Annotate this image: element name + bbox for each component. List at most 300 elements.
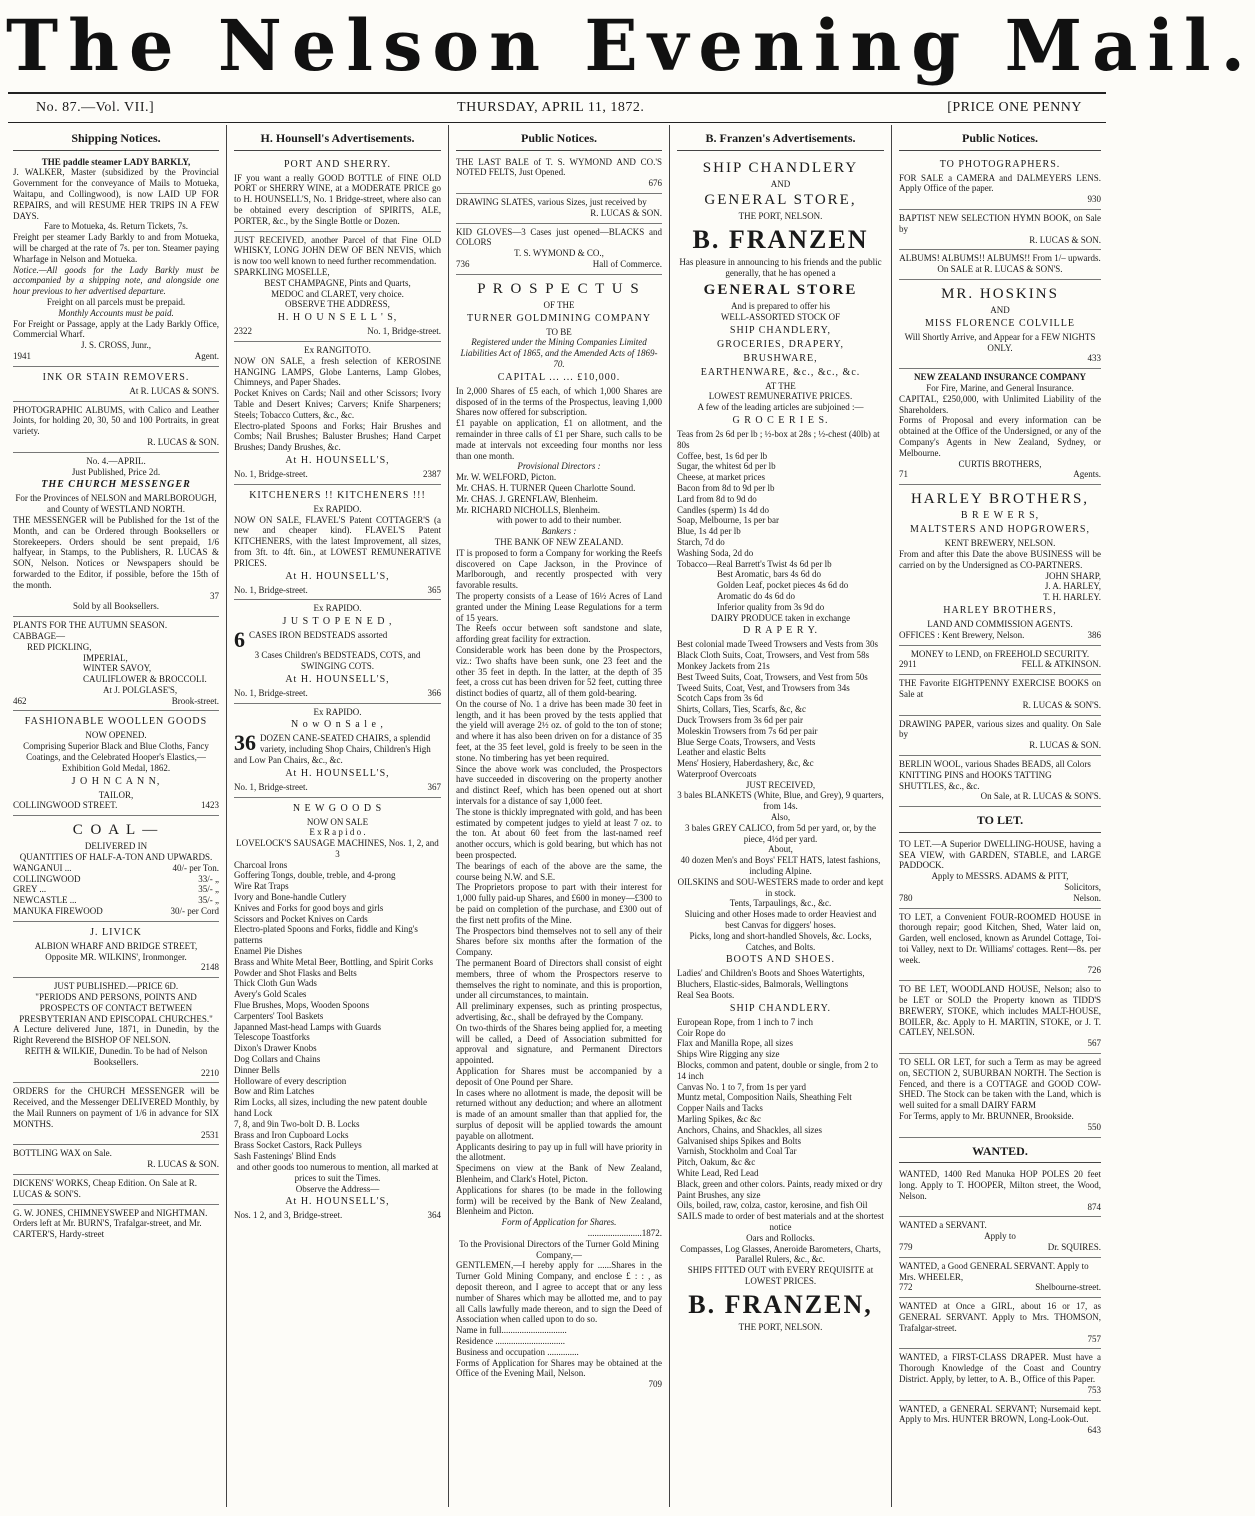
- ad-body: Comprising Superior Black and Blue Cloths, Fancy Coatings, and the Celebrated Hooper's Elastics,—Exhibition Gold Medal, 1862.: [23, 741, 209, 773]
- ad-text: Picks, long and short-handled Shovels, &c. Locks, Catches, and Bolts.: [689, 930, 872, 952]
- ad-text: No. 1, Bridge-street.: [367, 326, 441, 337]
- list-item: Dog Collars and Chains: [234, 1054, 321, 1065]
- list-item: Coir Rope do: [677, 1027, 726, 1038]
- ad-signature: R. LUCAS & SON.: [147, 1159, 219, 1170]
- advertisement: [234, 232, 441, 342]
- ad-text: At R. LUCAS & SON'S.: [129, 385, 219, 396]
- list-item: Flax and Manilla Rope, all sizes: [677, 1038, 793, 1049]
- ad-body: DICKENS' WORKS, Cheap Edition. On Sale at R. LUCAS & SON'S.: [13, 1177, 197, 1199]
- ad-text: AND: [990, 305, 1010, 315]
- column-header: B. Franzen's Advertisements.: [677, 125, 884, 151]
- ad-body: GENTLEMEN,—I hereby apply for ......Shares in the Turner Gold Mining Company, and enclose £ : : , as deposit thereon, and I agree to accept that or any less number of Shares which may be allotted me, and to pay all Calls lawfully made thereon, and to sign the Deed of Association when called upon to do so.: [456, 1260, 662, 1325]
- paragraph: The Prospectors bind themselves not to sell any of their Shares before six months after the formation of the Company.: [456, 925, 662, 958]
- list-item: Telescope Toastforks: [234, 1032, 310, 1043]
- list-item: Moleskin Trowsers from 7s 6d per pair: [677, 725, 818, 736]
- advertisement: [456, 224, 662, 275]
- ad-text: Real Sea Boots.: [677, 990, 735, 1001]
- list-item: Bow and Rim Latches: [234, 1086, 315, 1097]
- ad-text: CAPITAL ... ... £10,000.: [497, 371, 621, 383]
- ad-body: PHOTOGRAPHIC ALBUMS, with Calico and Leather Joints, for holding 20, 30, 50 and 100 Portraits, in great variety.: [13, 404, 219, 437]
- list-item: Scissors and Pocket Knives on Cards: [234, 913, 368, 924]
- ad-title: G R O C E R I E S.: [732, 414, 829, 426]
- ad-title: Form of Application for Shares.: [501, 1217, 617, 1228]
- price-row: [13, 895, 219, 906]
- ad-number: 71: [899, 469, 908, 480]
- ad-line: At J. POLGLASE'S,: [103, 684, 178, 695]
- ad-body: WANTED at Once a GIRL, about 16 or 17, as GENERAL SERVANT. Apply to Mrs. THOMSON, Trafalgar-street.: [899, 1301, 1101, 1333]
- ad-body: Will Shortly Arrive, and Appear for a FEW NIGHTS ONLY.: [904, 331, 1096, 353]
- list-item: Blue, 1s 4d per lb: [677, 526, 741, 537]
- column-public-notices-2: [892, 125, 1108, 1507]
- list-item: Brass and Iron Cupboard Locks: [234, 1129, 349, 1140]
- advertisement: [899, 981, 1101, 1054]
- list-item: Marling Spikes, &c &c: [677, 1114, 761, 1124]
- advertisement: [899, 1054, 1101, 1138]
- list-item: Powder and Shot Flasks and Belts: [234, 967, 357, 978]
- column-header: Public Notices.: [456, 125, 662, 151]
- ad-line: RED PICKLING,: [27, 641, 92, 652]
- ad-text: Notice.—All goods for the Lady Barkly must be accompanied by a shipping note, and alongside one hour previous to her advertised departure.: [13, 264, 219, 297]
- list-item: Soap, Melbourne, 1s per bar: [677, 515, 779, 526]
- list-item: White Lead, Red Lead: [677, 1167, 759, 1178]
- section-header-to-let: TO LET.: [899, 807, 1101, 833]
- list-item: Anchors, Chains, and Shackles, all sizes: [677, 1124, 822, 1135]
- price-row: [13, 863, 219, 874]
- list-item: Black Cloth Suits, Coat, Trowsers, and Vest from 58s: [677, 650, 870, 661]
- list-item: Mens' Hosiery, Haberdashery, &c, &c: [677, 758, 814, 769]
- ad-text: Sluicing and other Hoses made to order Heaviest and best Canvas for diggers' hoses.: [684, 909, 877, 931]
- price-item: WANGANUI ...: [13, 862, 72, 873]
- ad-signature: FELL & ATKINSON.: [1021, 659, 1101, 670]
- advertisement: [13, 367, 219, 402]
- ad-text: OF THE: [543, 299, 575, 310]
- advertisement: [899, 756, 1101, 807]
- list-item: Flue Brushes, Mops, Wooden Spoons: [234, 1000, 370, 1011]
- list-item: Dinner Bells: [234, 1064, 280, 1075]
- list-item: Knives and Forks for good boys and girls: [234, 902, 384, 913]
- ad-title: B. FRANZEN: [692, 225, 869, 255]
- ad-text: For Fire, Marine, and General Insurance.: [926, 382, 1074, 393]
- ad-signature: On Sale, at R. LUCAS & SON'S.: [980, 791, 1101, 802]
- list-item: Bacon from 8d to 9d per lb: [677, 482, 775, 493]
- ad-number: 779: [899, 1242, 913, 1253]
- ad-body: NOW ON SALE, a fresh selection of KEROSINE HANGING LAMPS, Globe Lanterns, Lamp Globes, Chimneys, and Paper Shades.: [234, 355, 441, 388]
- advertisement: [13, 1145, 219, 1175]
- ad-text: DELIVERED IN: [84, 841, 148, 852]
- advertisement: [899, 716, 1101, 756]
- ad-body: WANTED a SERVANT.: [899, 1220, 987, 1231]
- ad-body: £1 payable on application, £1 on allotment, and the remainder in three calls of £1 per Share, such calls to be made at intervals not exceeding four months nor less than one month.: [456, 418, 662, 461]
- advertisement: [234, 704, 441, 798]
- advertisement: [234, 485, 441, 601]
- column-franzen-advertisements: [670, 125, 892, 1507]
- ad-number: 643: [1087, 1425, 1101, 1436]
- ad-text: SHIP CHANDLERY,: [729, 324, 832, 336]
- ad-body: TO LET, a Convenient FOUR-ROOMED HOUSE in thorough repair; good Kitchen, Shed, Water laid on, Garden, well enclosed, known as Arundel Cottage, Toi-toi Valley, next to Dr. Williams' cottages. Rent—8s. per week.: [899, 911, 1101, 965]
- ad-text: Sold by all Booksellers.: [73, 601, 159, 612]
- ad-title: BOOTS AND SHOES.: [725, 954, 836, 966]
- ad-number: 364: [427, 1210, 441, 1221]
- ad-text: No. 1, Bridge-street.: [234, 468, 308, 479]
- ad-text: KENT BREWERY, NELSON.: [944, 538, 1056, 549]
- list-item: Japanned Mast-head Lamps with Guards: [234, 1021, 381, 1032]
- list-item: Rim Locks, all sizes, including the new patent double hand Lock: [234, 1097, 427, 1119]
- ad-body: TO LET.—A Superior DWELLING-HOUSE, having a SEA VIEW, with GARDEN, STABLE, and LARGE PADDOCK.: [899, 838, 1101, 871]
- ad-text: Agent.: [194, 350, 219, 361]
- advertisement: [899, 369, 1101, 485]
- ad-text: BRUSHWARE,: [743, 352, 818, 364]
- paragraph: The permanent Board of Directors shall consist of eight members, three of whom the Prospectors reserve to themselves the right to nominate, and this is proportion, under all circumstances, to maintain.: [456, 958, 662, 1001]
- ad-title: H. H O U N S E L L ' S,: [277, 312, 398, 324]
- paragraph: The bearings of each of the above are the same, the course being N.W. and S.E.: [456, 860, 662, 882]
- dateline: [6, 94, 1108, 122]
- ad-text: Nos. 1 2, and 3, Bridge-street.: [234, 1210, 343, 1221]
- ad-title: J U S T O P E N E D ,: [282, 616, 393, 628]
- ad-text: 3 bales GREY CALICO, from 5d per yard, or, by the piece, 4½d per yard.: [684, 822, 877, 844]
- ad-body: WANTED, a Good GENERAL SERVANT. Apply to Mrs. WHEELER,: [899, 1260, 1089, 1282]
- ad-text: Tents, Tarpaulings, &c., &c.: [729, 898, 832, 909]
- ad-text: TO BE: [546, 326, 572, 337]
- advertisement: [456, 275, 662, 1394]
- ad-title: TURNER GOLDMINING COMPANY: [466, 312, 652, 324]
- list-item: Best colonial made Tweed Trowsers and Vests from 30s: [677, 639, 879, 650]
- ad-text: Ladies' and Children's Boots and Shoes Watertights, Bluchers, Elastic-sides, Balmorals, Wellingtons: [677, 968, 865, 990]
- ad-title: At H. HOUNSELL'S,: [285, 767, 390, 779]
- ad-line: CAULIFLOWER & BROCCOLI.: [83, 674, 207, 685]
- ad-text: MALTSTERS AND HOPGROWERS,: [910, 524, 1090, 536]
- ad-count: 36: [234, 730, 256, 756]
- ad-number: 2387: [423, 468, 441, 479]
- ad-title: GENERAL STORE: [703, 282, 858, 298]
- ad-body: JUST RECEIVED, another Parcel of that Fine OLD WHISKY, LONG JOHN DEW OF BEN NEVIS, which is now too well known to need further recommendation.: [234, 234, 441, 267]
- ad-text: with power to add to their number.: [496, 515, 622, 526]
- ad-signature: R. LUCAS & SON.: [147, 436, 219, 447]
- ad-title: "PERIODS AND PERSONS, POINTS AND PROSPECTS OF CONTACT BETWEEN PRESBYTERIAN AND EPISCOPAL CHURCHES.": [19, 992, 213, 1024]
- list-item: Muntz metal, Composition Nails, Sheathing Felt: [677, 1092, 852, 1103]
- advertisement: [899, 250, 1101, 280]
- list-item: Dixon's Drawer Knobs: [234, 1043, 317, 1054]
- paragraph: Specimens on view at the Bank of New Zealand, Blenheim, and Clark's Hotel, Picton.: [456, 1163, 662, 1184]
- list-item: Enamel Pie Dishes: [234, 946, 302, 957]
- ad-body: DOZEN CANE-SEATED CHAIRS, a splendid variety, including Shop Chairs, Children's High and Low Pan Chairs, &c., &c.: [234, 733, 431, 765]
- ad-signature: REITH & WILKIE, Dunedin. To be had of Nelson Booksellers.: [24, 1046, 208, 1067]
- list-item: and other goods too numerous to mention, all marked at prices to suit the Times.: [236, 1162, 439, 1183]
- ad-number: 567: [1087, 1038, 1101, 1049]
- ad-number: 874: [1087, 1201, 1101, 1212]
- ad-body: TO BE LET, WOODLAND HOUSE, Nelson; also to be LET or SOLD the Property known as TIDD'S BREWERY, STOKE, which includes MALT-HOUSE, BOILER, &c. Apply to H. MARTIN, STOKE, or J. T. CATLEY, NELSON.: [899, 984, 1101, 1038]
- list-item: Blocks, common and patent, double or single, from 2 to 14 inch: [677, 1060, 878, 1081]
- advertisement: [677, 154, 884, 1337]
- advertisement: [899, 1349, 1101, 1400]
- ad-text: Nelson.: [1073, 892, 1101, 903]
- ad-text: Monthly Accounts must be paid.: [58, 307, 174, 318]
- ad-text: OFFICES : Kent Brewery, Nelson.: [899, 629, 1025, 640]
- list-item: Galvanised ships Spikes and Bolts: [677, 1135, 801, 1146]
- ad-line: CABBAGE—: [13, 630, 66, 641]
- list-item: European Rope, from 1 inch to 7 inch: [677, 1016, 813, 1027]
- paragraph: The Proprietors propose to part with their interest for 1,000 fully paid-up Shares, and £600 in money—£300 to be paid on completion of the purchase, and £300 out of the first nett profits of the Mine.: [456, 882, 662, 925]
- ad-title: INK OR STAIN REMOVERS.: [42, 371, 190, 383]
- paragraph: On two-thirds of the Shares being applied for, a meeting will be called, a Deed of Association submitted for approval and signature, and Permanent Directors appointed.: [456, 1022, 662, 1066]
- list-item: Sugar, the whitest 6d per lb: [677, 461, 776, 472]
- list-item: T. H. HARLEY.: [1043, 592, 1101, 603]
- ad-text: GROCERIES, DRAPERY,: [717, 338, 844, 350]
- ad-text: JUST RECEIVED,: [745, 779, 816, 790]
- paragraph: The stone is thickly impregnated with gold, and has been estimated by competent judges to yield at least 7 oz. to the ton. At about 60 feet from the last-named reef another occurs, which is gold bearing, but which has not been prospected.: [456, 806, 662, 861]
- list-item: Mr. CHAS. H. TURNER Queen Charlotte Sound.: [456, 482, 636, 493]
- column-shipping-notices: [6, 125, 227, 1507]
- ad-title: J O H N C A N N,: [71, 775, 161, 787]
- ad-text: For the Provinces of NELSON and MARLBOROUGH, and County of WESTLAND NORTH.: [15, 493, 217, 515]
- advertisement: [13, 816, 219, 922]
- ad-count: 6: [234, 627, 245, 653]
- column-header: Public Notices.: [899, 125, 1101, 151]
- columns: [6, 125, 1108, 1507]
- advertisement: [456, 194, 662, 224]
- section-header-wanted: WANTED.: [899, 1138, 1101, 1164]
- ad-number: 757: [1087, 1333, 1101, 1344]
- list-item: Scotch Caps from 3s 6d: [677, 693, 763, 704]
- ad-number: 367: [427, 781, 441, 792]
- masthead-title: The Nelson Evening Mail.: [6, 4, 1255, 87]
- issue-date: THURSDAY, APRIL 11, 1872.: [457, 100, 645, 116]
- ad-title: C O A L —: [72, 822, 160, 839]
- ad-text: And is prepared to offer his: [730, 301, 831, 311]
- ad-text: Bankers :: [541, 526, 577, 537]
- ad-body: J. WALKER, Master (subsidized by the Provincial Government for the conveyance of Mails to Motueka, Waitapu, and Collingwood), is now LAID UP FOR REPAIRS, and will RESUME HER TRIPS IN A FEW DAYS.: [13, 167, 219, 221]
- ad-text: No. 1, Bridge-street.: [234, 584, 308, 595]
- price-item: COLLINGWOOD: [13, 873, 81, 884]
- price-row: [13, 874, 219, 885]
- price-item: MANUKA FIREWOOD: [13, 906, 103, 917]
- ad-text: B R E W E R S,: [960, 510, 1040, 522]
- price-row: [13, 884, 219, 895]
- ad-title: PLANTS FOR THE AUTUMN SEASON.: [13, 620, 168, 631]
- ad-body: BAPTIST NEW SELECTION HYMN BOOK, on Sale by: [899, 213, 1101, 234]
- ad-text: Agents.: [1073, 469, 1101, 480]
- paragraph: The property consists of a Lease of 16½ Acres of Land granted under the Mining Lease Regulations for a term of 15 years.: [456, 590, 662, 623]
- ad-body: Electro-plated Spoons and Forks; Hair Brushes and Combs; Nail Brushes; Baluster Brushes; Hand Carpet Brushes; Dandy Brushes, &c.: [234, 420, 441, 453]
- ad-number: 2911: [899, 659, 917, 670]
- price-row: [13, 906, 219, 917]
- list-item: Brass Socket Castors, Rack Pulleys: [234, 1140, 362, 1151]
- ad-text: NOW OPENED.: [85, 730, 147, 741]
- ad-title: NEW ZEALAND INSURANCE COMPANY: [914, 372, 1086, 383]
- list-item: Wire Rat Traps: [234, 881, 289, 892]
- ad-number: 676: [648, 178, 662, 189]
- ad-title: J. LIVICK: [90, 926, 142, 938]
- list-item: JOHN SHARP,: [1045, 570, 1101, 581]
- ad-title: MISS FLORENCE COLVILLE: [925, 317, 1075, 329]
- ad-title: FASHIONABLE WOOLLEN GOODS: [24, 716, 208, 728]
- ad-number: 2148: [201, 962, 219, 973]
- ad-number: 462: [13, 695, 27, 706]
- ad-text: EARTHENWARE, &c., &c., &c.: [700, 366, 861, 378]
- advertisement: [899, 485, 1101, 645]
- ad-number: 2322: [234, 326, 252, 337]
- advertisement: [13, 711, 219, 816]
- ad-body: ORDERS for the CHURCH MESSENGER will be Received, and the Messenger DELIVERED Monthly, by the Mail Runners on payment of 1/6 in advance for SIX MONTHS.: [13, 1086, 219, 1129]
- ad-body: In 2,000 Shares of £5 each, of which 1,000 Shares are disposed of in the terms of the Prospectus, leaving 1,000 Shares now offered for subscription.: [456, 385, 662, 418]
- ad-title: GENERAL STORE,: [704, 192, 857, 209]
- list-item: Ships Wire Rigging any size: [677, 1049, 780, 1060]
- ad-text: To the Provisional Directors of the Turner Gold Mining Company,—: [459, 1238, 659, 1260]
- list-item: Sash Fastenings' Blind Ends: [234, 1151, 336, 1162]
- ad-text: Apply to MESSRS. ADAMS & PITT,: [931, 871, 1069, 882]
- ad-body: WANTED, 1400 Red Manuka HOP POLES 20 feet long. Apply to T. HOOPER, Milton street, the Wood, Nelson.: [899, 1169, 1101, 1201]
- list-item: Blue Serge Coats, Trowsers, and Vests: [677, 736, 816, 747]
- ad-text: Also,: [770, 812, 791, 823]
- ad-text: Hall of Commerce.: [592, 259, 662, 269]
- list-item: Candles (sperm) 1s 4d do: [677, 504, 769, 515]
- ad-number: 780: [899, 892, 913, 903]
- ad-title: HARLEY BROTHERS,: [943, 604, 1057, 616]
- ad-title: TO PHOTOGRAPHERS.: [939, 158, 1061, 170]
- advertisement: [899, 909, 1101, 982]
- ad-text: E x R a p i d o .: [309, 827, 366, 838]
- list-item: Aromatic do 4s 6d do: [717, 590, 795, 601]
- ad-body: THE Favorite EIGHTPENNY EXERCISE BOOKS on Sale at: [899, 678, 1101, 699]
- ad-body: THE LAST BALE of T. S. WYMOND AND CO.'S NOTED FELTS, Just Opened.: [456, 156, 662, 178]
- ad-number: 366: [427, 687, 441, 698]
- list-item: Carpenters' Tool Baskets: [234, 1010, 324, 1021]
- ad-body: THE MESSENGER will be Published for the 1st of the Month, and can be Ordered through Booksellers or Storekeepers. Orders should be sent prepaid, 1/6 halfyear, in Stamps, to the Publishers, R. LUCAS & SON, Nelson. Notices or Newspapers should be forwarded to the Editor, if possible, before the 15th of the month.: [13, 514, 219, 590]
- ad-signature: R. LUCAS & SON.: [590, 207, 662, 218]
- price-value: 40/- per Ton.: [172, 862, 219, 873]
- ad-body: BOTTLING WAX on Sale.: [13, 1148, 112, 1159]
- ad-text: About,: [768, 844, 793, 855]
- ad-body: From and after this Date the above BUSINESS will be carried on by the Undersigned as CO-PARTNERS.: [899, 548, 1101, 570]
- ad-title: N E W G O O D S: [292, 802, 383, 814]
- ad-text: Compasses, Log Glasses, Aneroide Barometers, Charts, Parallel Rulers, &c., &c.: [680, 1243, 881, 1265]
- paragraph: Application for Shares must be accompanied by a deposit of One Pound per Share.: [456, 1065, 662, 1087]
- ad-text: Ex RAPIDO.: [313, 603, 362, 614]
- ad-title: At H. HOUNSELL'S,: [285, 570, 390, 582]
- paragraph: On the course of No. 1 a drive has been made 30 feet in length, and it has been proved by the tests applied that the yield will average 2½ oz. of gold to the ton of stone; and where it has also been driven on for a distance of 35 feet, at the 35 feet level, gold is freely to be seen in the stone. No timbering has yet been required.: [456, 698, 662, 763]
- ad-text: BEST CHAMPAGNE, Pints and Quarts,: [264, 277, 411, 288]
- ad-text: 3 Cases Children's BEDSTEADS, COTS, and SWINGING COTS.: [254, 650, 421, 671]
- list-item: Mr. W. WELFORD, Picton.: [456, 472, 557, 483]
- ad-text: Just Published, Price 2d.: [71, 466, 161, 477]
- ad-text: Apply to: [984, 1231, 1016, 1242]
- list-item: Paint Brushes, any size: [677, 1189, 761, 1200]
- ad-title: No. 4.—APRIL.: [86, 455, 146, 466]
- advertisement: [13, 154, 219, 367]
- ad-title: P R O S P E C T U S: [477, 280, 641, 297]
- ad-text: COLLINGWOOD STREET.: [13, 800, 118, 811]
- advertisement: [234, 154, 441, 232]
- list-item: 7, 8, and 9in Two-bolt D. B. Locks: [234, 1118, 360, 1129]
- ad-body: DRAWING PAPER, various sizes and quality. On Sale by: [899, 718, 1101, 740]
- advertisement: [13, 922, 219, 978]
- list-item: Varnish, Stockholm and Coal Tar: [677, 1146, 797, 1157]
- advertisement: [899, 210, 1101, 250]
- list-item: Shirts, Collars, Ties, Scarfs, &c, &c: [677, 704, 807, 715]
- list-item: Mr. RICHARD NICHOLLS, Blenheim.: [456, 504, 600, 515]
- ad-text: ALBION WHARF AND BRIDGE STREET,: [34, 940, 198, 951]
- ad-signature: Dr. SQUIRES.: [1047, 1242, 1101, 1253]
- ad-text: NOW ON SALE: [306, 816, 369, 827]
- ad-title: At H. HOUNSELL'S,: [285, 673, 390, 685]
- paragraph: Applications for shares (to be made in the following form) will be received by the Bank of New Zealand, Blenheim and Picton.: [456, 1184, 662, 1217]
- ad-line: WINTER SAVOY,: [83, 663, 152, 674]
- ad-text: ........................1872.: [587, 1227, 662, 1238]
- ad-text: Observe the Address—: [295, 1183, 380, 1194]
- ad-signature: T. S. WYMOND & CO.,: [514, 248, 604, 259]
- ad-text: A few of the leading articles are subjoined :—: [697, 402, 864, 413]
- paragraph: Since the above work was concluded, the Prospectors have succeeded in discovering on the property another and distinct Reef, which has been opened out at short intervals for a distance of say 1,000 feet.: [456, 763, 662, 807]
- advertisement: [13, 1175, 219, 1205]
- list-item: Monkey Jackets from 21s: [677, 660, 770, 671]
- advertisement: [13, 617, 219, 711]
- ad-text: THE BANK OF NEW ZEALAND.: [494, 536, 624, 547]
- advertisement: [899, 1298, 1101, 1349]
- ad-body: FOR SALE a CAMERA and DALMEYERS LENS. Apply Office of the paper.: [899, 172, 1101, 194]
- ad-title: HARLEY BROTHERS,: [910, 491, 1090, 508]
- list-item: Lard from 8d to 9d do: [677, 493, 757, 504]
- list-item: Inferior quality from 3s 9d do: [717, 601, 825, 612]
- advertisement: [13, 978, 219, 1083]
- paragraph: IT is proposed to form a Company for working the Reefs discovered on Cape Jackson, in the Province of Marlborough, and recently prospected with very favorable results.: [456, 547, 662, 591]
- ad-title: THE CHURCH MESSENGER: [41, 479, 191, 491]
- ad-title: At H. HOUNSELL'S,: [285, 1196, 390, 1208]
- list-item: Leather and elastic Belts: [677, 747, 766, 758]
- list-item: Coffee, best, 1s 6d per lb: [677, 450, 768, 461]
- ad-text: 3 bales BLANKETS (White, Blue, and Grey), 9 quarters, from 14s.: [677, 790, 884, 812]
- ad-signature: R. LUCAS & SON.: [1029, 234, 1101, 245]
- price-item: NEWCASTLE ...: [13, 895, 77, 906]
- list-item: Duck Trowsers from 3s 6d per pair: [677, 714, 803, 725]
- ad-text: Has pleasure in announcing to his friends and the public generally, that he has opened a: [679, 257, 882, 279]
- ad-text: No. 1, Bridge-street.: [234, 781, 308, 792]
- ad-number: 550: [1087, 1121, 1101, 1132]
- ad-text: Freight per steamer Lady Barkly to and from Motueka, will be charged at the rate of 7s. per ton. Steamer paying Wharfage in Nelson and Motueka.: [13, 232, 219, 264]
- ad-body: MONEY to LEND, on FREEHOLD SECURITY.: [910, 648, 1090, 659]
- column-header: Shipping Notices.: [13, 125, 219, 151]
- ad-body: IF you want a really GOOD BOTTLE of FINE OLD PORT or SHERRY WINE, at a MODERATE PRICE go to H. HOUNSELL'S, No. 1 Bridge-street, where also can be obtained every description of SPIRITS, ALE, PORTER, &c., by the Single Bottle or Dozen.: [234, 172, 441, 226]
- list-item: Holloware of every description: [234, 1075, 347, 1086]
- ad-text: Brook-street.: [171, 695, 219, 706]
- list-item: Mr. CHAS. J. GRENFLAW, Blenheim.: [456, 493, 598, 504]
- ad-number: 726: [1087, 965, 1101, 976]
- ad-text: DAIRY PRODUCE taken in exchange: [710, 612, 851, 623]
- ad-body: Forms of Proposal and every information can be obtained at the Office of the Undersigned, or any of the Company's Agents in New Zealand, Sydney, or Melbourne.: [899, 415, 1101, 458]
- column-public-notices: [449, 125, 670, 1507]
- advertisement: [234, 798, 441, 1226]
- ad-number: 2531: [201, 1129, 219, 1140]
- ad-number: 365: [427, 584, 441, 595]
- form-field: Residence ...............................: [456, 1335, 565, 1346]
- ad-signature: R. LUCAS & SON'S.: [1022, 699, 1101, 710]
- ad-number: 930: [1087, 194, 1101, 205]
- ad-text: JUST PUBLISHED.—PRICE 6D.: [53, 981, 179, 992]
- ad-body: Pocket Knives on Cards; Nail and other Scissors; Ivory Table and Desert Knives; Carvers; Knife Sharpeners; Steels; Tobacco Cutters, &c., &c.: [234, 388, 441, 420]
- ad-text: Ex RAPIDO.: [313, 706, 362, 717]
- paragraph: The Reefs occur between soft sandstone and slate, affording great facility for extraction.: [456, 623, 662, 645]
- list-item: Washing Soda, 2d do: [677, 547, 754, 558]
- list-item: Goffering Tongs, double, treble, and 4-prong: [234, 870, 396, 881]
- ad-text: Ex RANGITOTO.: [304, 344, 371, 355]
- issue-price: [PRICE ONE PENNY: [947, 100, 1082, 116]
- paragraph: Applicants desiring to pay up in full will have priority in the allotment.: [456, 1141, 662, 1163]
- ad-text: Registered under the Mining Companies Limited Liabilities Act of 1865, and the Amended Acts of 1869-70.: [460, 337, 658, 369]
- ad-text: CAPITAL, £250,000, with Unlimited Liability of the Shareholders.: [899, 393, 1101, 415]
- advertisement: [899, 1258, 1101, 1298]
- ad-number: 736: [456, 259, 470, 269]
- list-item: Best Aromatic, bars 4s 6d do: [717, 569, 821, 580]
- advertisement: [13, 453, 219, 617]
- list-item: J. A. HARLEY,: [1044, 581, 1101, 592]
